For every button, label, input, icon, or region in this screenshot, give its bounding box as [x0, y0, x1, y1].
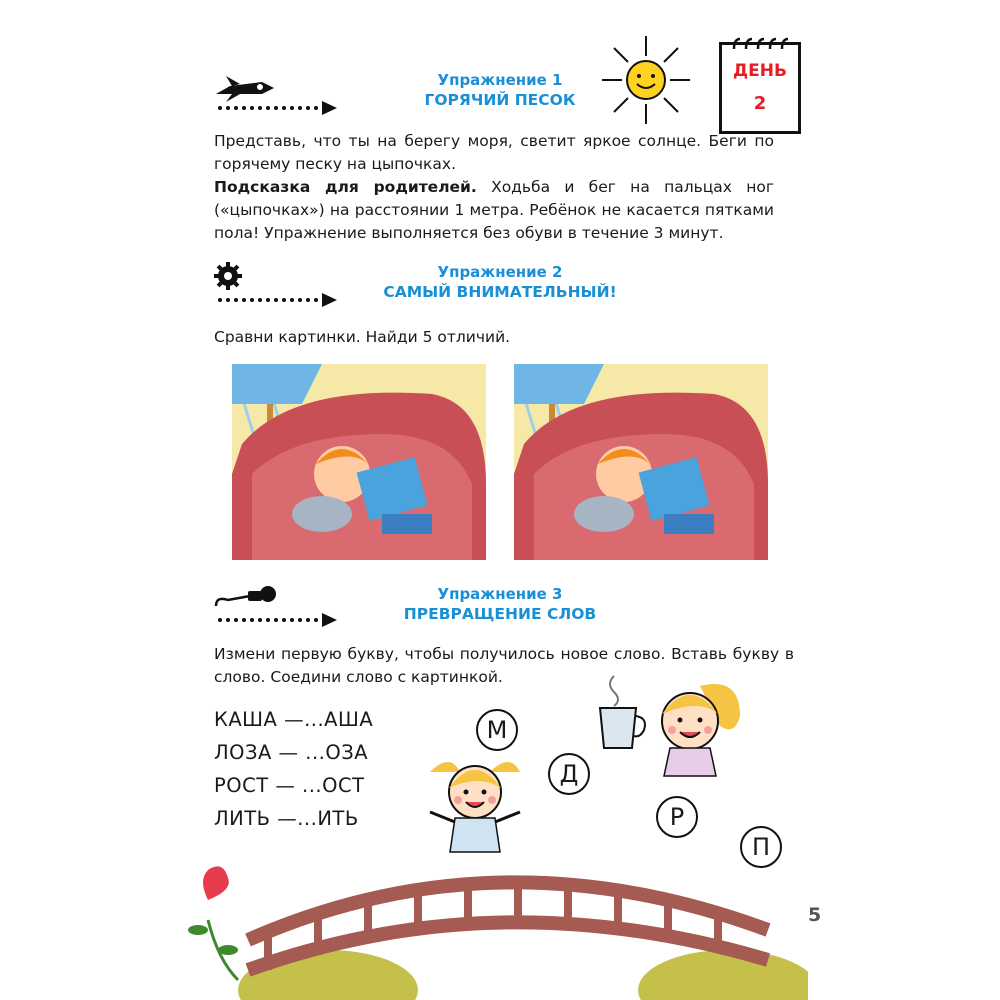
exercise3-header	[300, 584, 700, 624]
letter-circle[interactable]: Р	[656, 796, 698, 838]
exercise3-text: Измени первую букву, чтобы получилось новое слово. Вставь букву в слово. Соедини слово с картинкой.	[214, 645, 794, 686]
exercise1-number: Упражнение 1	[437, 71, 563, 89]
bridge-illustration	[168, 820, 808, 1000]
exercise3-number: Упражнение 3	[437, 585, 563, 603]
picture-left	[232, 364, 486, 560]
exercise2-number: Упражнение 2	[437, 263, 563, 281]
word-row: КАША —...АША	[214, 708, 374, 731]
letter-circle[interactable]: Д	[548, 753, 590, 795]
exercise2-text: Сравни картинки. Найди 5 отличий.	[214, 328, 511, 346]
exercise1-title: ГОРЯЧИЙ ПЕСОК	[424, 91, 576, 109]
exercise2-header	[300, 262, 700, 302]
exercise1-instruction: Представь, что ты на берегу моря, светит яркое солнце. Беги по горячему песку на цыпочках.	[214, 132, 774, 173]
word-row: РОСТ — ...ОСТ	[214, 774, 365, 797]
exercise1-text	[214, 130, 774, 245]
word-row: ЛИТЬ —...ИТЬ	[214, 807, 359, 830]
exercise2-title: САМЫЙ ВНИМАТЕЛЬНЫЙ!	[383, 283, 617, 301]
sun-icon	[598, 32, 694, 128]
hint-label: Подсказка для родителей.	[214, 178, 477, 196]
exercise3-title: ПРЕВРАЩЕНИЕ СЛОВ	[403, 605, 597, 623]
picture-right	[514, 364, 768, 560]
word-row: ЛОЗА — ...ОЗА	[214, 741, 369, 764]
day-number: 2	[753, 93, 767, 114]
day-label: ДЕНЬ	[733, 61, 787, 81]
letter-circle[interactable]: М	[476, 709, 518, 751]
page-number: 5	[808, 904, 822, 926]
letter-circle[interactable]: П	[740, 826, 782, 868]
calendar-icon	[719, 42, 801, 134]
hint-text: Ходьба и бег на пальцах ног («цыпочках») на расстоянии 1 метра. Ребёнок не касается пятками пола! Упражнение выполняется без обуви в течение 3 минут.	[214, 178, 774, 242]
girl-illustration	[640, 676, 750, 786]
